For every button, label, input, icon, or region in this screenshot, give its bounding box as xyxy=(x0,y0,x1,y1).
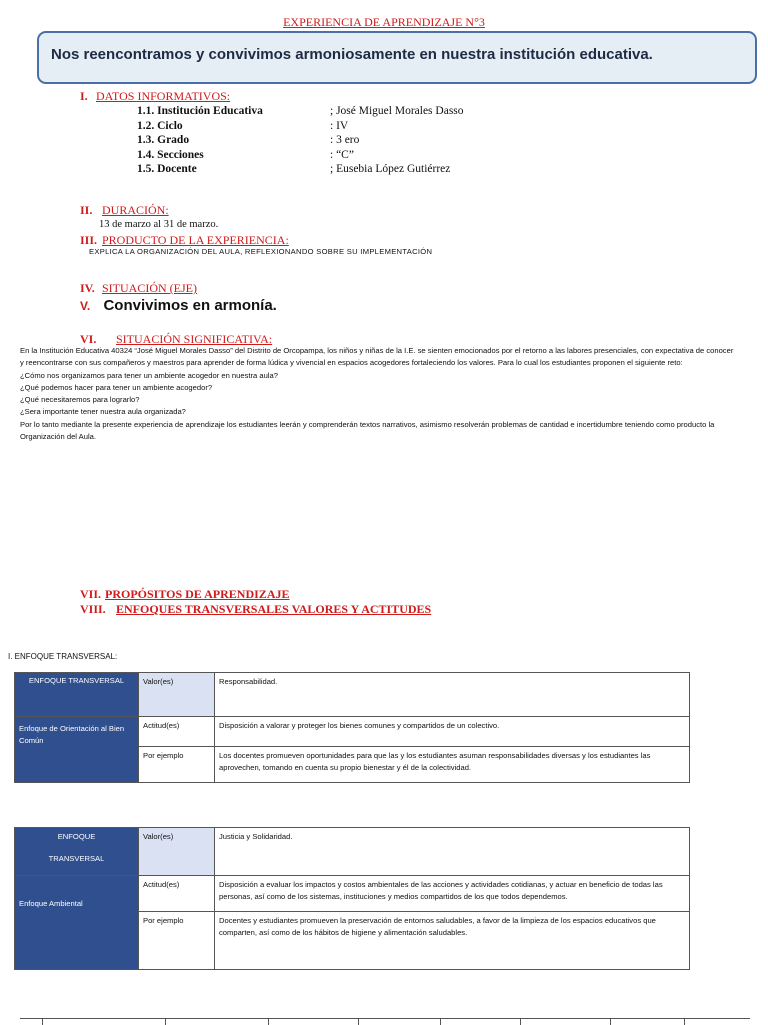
info-label: 1.1. Institución Educativa xyxy=(137,105,263,117)
paragraph-question: ¿Qué necesitaremos para lograrlo? xyxy=(20,395,140,405)
section-number: VII. xyxy=(80,587,102,601)
situacion-paragraph xyxy=(20,345,736,443)
section-number: IV. xyxy=(80,281,95,295)
section-title: PRODUCTO DE LA EXPERIENCIA: xyxy=(102,233,289,247)
enfoque-name-cell: Enfoque Ambiental xyxy=(15,876,139,970)
section-title: DURACIÓN: xyxy=(102,203,169,217)
valor-label-cell: Valor(es) xyxy=(139,673,215,717)
section-title: SITUACIÓN (EJE) xyxy=(102,281,197,295)
info-value: : IV xyxy=(330,119,349,132)
valor-cell: Responsabilidad. xyxy=(215,673,690,717)
section-duracion xyxy=(80,203,169,218)
enfoque-name-cell: Enfoque de Orientación al Bien Común xyxy=(15,717,139,783)
info-row-institucion xyxy=(137,104,464,119)
section-datos xyxy=(80,89,230,104)
header-line: ENFOQUE xyxy=(57,832,96,841)
duracion-text: 13 de marzo al 31 de marzo. xyxy=(99,219,219,230)
section-number: I. xyxy=(80,89,88,103)
section-title: PROPÓSITOS DE APRENDIZAJE xyxy=(105,587,290,601)
ejemplo-cell: Docentes y estudiantes promueven la preservación de entornos saludables, a favor de la limpieza de los espacios educativos que comparten, así como de los hábitos de higiene y alimentación saludables. xyxy=(215,912,690,970)
info-value: : “C” xyxy=(330,148,354,161)
section-propositos xyxy=(80,587,289,602)
ejemplo-label-cell: Por ejemplo xyxy=(139,747,215,783)
actitud-label-cell: Actitud(es) xyxy=(139,717,215,747)
info-label: 1.5. Docente xyxy=(137,163,197,176)
producto-text: EXPLICA LA ORGANIZACIÓN DEL AULA, REFLEXIONANDO SOBRE SU IMPLEMENTACIÓN xyxy=(89,247,433,256)
section-number: V. xyxy=(80,299,91,313)
paragraph-intro: En la Institución Educativa 40324 “José Miguel Morales Dasso” del Distrito de Orcopampa, los niños y niñas de la I.E. se sienten emocionados por el retorno a las labores presenciales, con expectativa de conocer y reencontrarse con sus compañeros y maestros para aprender de forma lúdica y vivencial en espacios acogedores fortaleciendo los valores. Para lo cual los estudiantes proponen el siguiente reto: xyxy=(20,346,734,368)
paragraph-question: ¿Cómo nos organizamos para tener un ambiente acogedor en nuestra aula? xyxy=(20,370,278,380)
section-number: VIII. xyxy=(80,602,106,616)
ejemplo-cell: Los docentes promueven oportunidades para que las y los estudiantes asuman responsabilidades diversas y los estudiantes las aprovechen, tomando en cuenta su propio bienestar y él de la colectividad. xyxy=(215,747,690,783)
section-title: ENFOQUES TRANSVERSALES VALORES Y ACTITUDES xyxy=(116,602,432,616)
enfoque-header-cell: ENFOQUE TRANSVERSAL xyxy=(15,673,139,717)
paragraph-question: ¿Qué podemos hacer para tener un ambiente acogedor? xyxy=(20,382,213,392)
document-title: EXPERIENCIA DE APRENDIZAJE N°3 xyxy=(283,15,485,29)
info-value: ; Eusebia López Gutiérrez xyxy=(330,163,451,176)
section-situacion-eje xyxy=(80,281,197,296)
info-value: : 3 ero xyxy=(330,134,360,147)
section-title: DATOS INFORMATIVOS: xyxy=(96,89,231,103)
actitud-cell: Disposición a valorar y proteger los bienes comunes y compartidos de un colectivo. xyxy=(215,717,690,747)
section-number: III. xyxy=(80,233,98,247)
section-eje xyxy=(80,297,277,315)
section-enfoques xyxy=(80,602,431,617)
info-label: 1.2. Ciclo xyxy=(137,119,183,132)
section-number: VI. xyxy=(80,332,97,346)
info-row-secciones xyxy=(137,148,354,163)
table-row xyxy=(15,717,690,747)
valor-label-cell: Valor(es) xyxy=(139,828,215,876)
section-title: SITUACIÓN SIGNIFICATIVA: xyxy=(116,332,273,346)
enfoque-table-ambiental xyxy=(14,827,690,970)
enfoque-table-bien-comun xyxy=(14,672,690,783)
paragraph-question: ¿Sera importante tener nuestra aula organizada? xyxy=(20,407,186,417)
ejemplo-label-cell: Por ejemplo xyxy=(139,912,215,970)
paragraph-conclusion: Por lo tanto mediante la presente experiencia de aprendizaje los estudiantes leerán y comprenderán textos narrativos, asimismo resolverán problemas de cantidad e incertidumbre teniendo como producto la Organización del Aula. xyxy=(20,419,715,442)
info-row-ciclo xyxy=(137,119,349,134)
valor-cell: Justicia y Solidaridad. xyxy=(215,828,690,876)
datos-informativos xyxy=(137,104,537,179)
header-line: TRANSVERSAL xyxy=(48,854,105,864)
enfoque-transversal-heading: I. ENFOQUE TRANSVERSAL: xyxy=(8,652,118,661)
info-value: ; José Miguel Morales Dasso xyxy=(330,105,464,117)
actitud-label-cell: Actitud(es) xyxy=(139,876,215,912)
info-row-docente xyxy=(137,162,451,177)
table-row xyxy=(15,828,690,876)
section-number: II. xyxy=(80,203,93,217)
info-row-grado xyxy=(137,133,360,148)
info-label: 1.4. Secciones xyxy=(137,148,204,161)
experience-banner: Nos reencontramos y convivimos armoniosamente en nuestra institución educativa. xyxy=(37,31,757,84)
actitud-cell: Disposición a evaluar los impactos y costos ambientales de las acciones y actividades cotidianas, y actuar en beneficio de todas las personas, así como de los sistemas, instituciones y medios compartidos de los que todos dependemos. xyxy=(215,876,690,912)
table-row xyxy=(15,673,690,717)
table-row xyxy=(15,876,690,912)
info-label: 1.3. Grado xyxy=(137,134,190,147)
eje-text: Convivimos en armonía. xyxy=(103,297,277,314)
section-producto xyxy=(80,233,289,248)
enfoque-header-cell xyxy=(15,828,139,876)
